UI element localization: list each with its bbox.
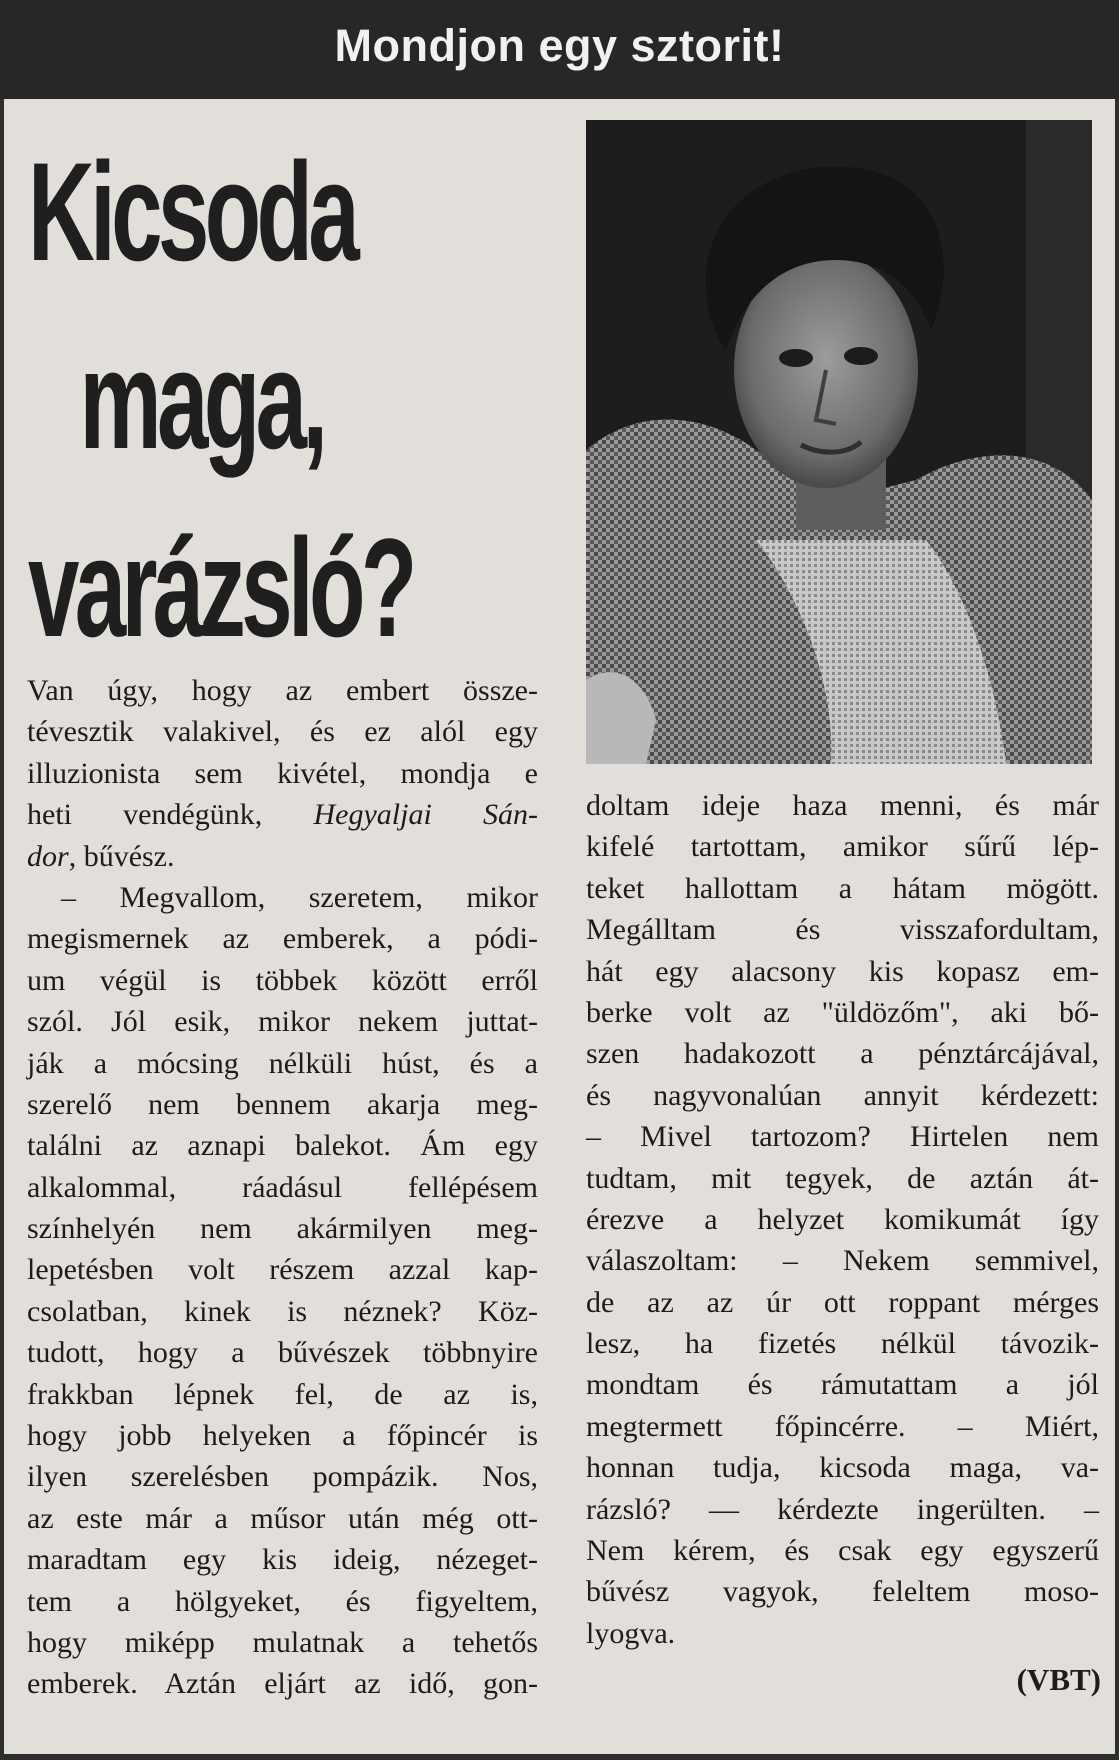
text-line: válaszoltam: – Nekem semmivel, xyxy=(586,1244,1099,1278)
text-line: alkalommal, ráadásul fellépésem xyxy=(27,1170,538,1204)
text-line: érezve a helyzet komikumát így xyxy=(586,1202,1099,1236)
text-line: Nem kérem, és csak egy egyszerű xyxy=(586,1534,1099,1568)
text-line: lepetésben volt részem azzal kap- xyxy=(27,1253,538,1287)
text-line: lesz, ha fizetés nélkül távozik- xyxy=(586,1327,1099,1361)
text-line: Megálltam és visszafordultam, xyxy=(586,913,1099,947)
text-line: de az az úr ott roppant mérges xyxy=(586,1285,1099,1319)
text-line: találni az aznapi balekot. Ám egy xyxy=(27,1129,538,1163)
article-column-left xyxy=(27,670,538,1705)
text-line: doltam ideje haza menni, és már xyxy=(586,789,1099,822)
portrait-photo xyxy=(586,120,1092,764)
text-line: tévesztik valakivel, és ez alól egy xyxy=(27,715,538,749)
text-line: maradtam egy kis ideig, nézeget- xyxy=(27,1543,538,1577)
text-line: – Megvallom, szeretem, mikor xyxy=(61,880,538,914)
text-line: ilyen szerelésben pompázik. Nos, xyxy=(27,1460,538,1494)
author-signature: (VBT) xyxy=(1016,1662,1101,1697)
text-line: illuzionista sem kivétel, mondja e xyxy=(27,756,538,790)
headline-line-2: maga, xyxy=(79,321,324,478)
frame-bottom-border xyxy=(0,1754,1119,1760)
text-line: frakkban lépnek fel, de az is, xyxy=(27,1377,538,1411)
text-line: megismernek az emberek, a pódi- xyxy=(27,922,538,956)
text-line: berke volt az "üldözőm", aki bő- xyxy=(586,995,1099,1029)
text-line: az este már a műsor után még ott- xyxy=(27,1501,538,1535)
text-line: lyogva. xyxy=(586,1616,676,1650)
text-line: Van úgy, hogy az embert össze- xyxy=(27,674,538,707)
frame-right-border xyxy=(1115,99,1119,1760)
text-line: teket hallottam a hátam mögött. xyxy=(586,871,1099,905)
text-line: mondtam és rámutattam a jól xyxy=(586,1368,1099,1402)
text-line: tem a hölgyeket, és figyeltem, xyxy=(27,1584,538,1618)
text-line: hát egy alacsony kis kopasz em- xyxy=(586,954,1099,988)
text-line: szen hadakozott a pénztárcájával, xyxy=(586,1037,1099,1071)
text-line: és nagyvonalúan annyit kérdezett: xyxy=(586,1078,1099,1112)
text-line: hogy miképp mulatnak a tehetős xyxy=(27,1625,538,1659)
headline xyxy=(28,118,413,682)
column-title: Mondjon egy sztorit! xyxy=(334,20,785,71)
portrait-illustration xyxy=(586,120,1092,764)
text-line: – Mivel tartozom? Hirtelen nem xyxy=(586,1120,1099,1154)
text-line: szól. Jól esik, mikor nekem juttat- xyxy=(27,1005,538,1039)
frame-left-border xyxy=(0,99,4,1760)
text-line: heti vendégünk, Hegyaljai Sán- xyxy=(27,798,538,832)
text-line: szerelő nem bennem akarja meg- xyxy=(27,1087,538,1121)
text-line: bűvész vagyok, feleltem moso- xyxy=(586,1575,1099,1609)
text-line: kifelé tartottam, amikor sűrű lép- xyxy=(586,830,1099,864)
text-line: honnan tudja, kicsoda maga, va- xyxy=(586,1451,1099,1485)
text-line: tudtam, mit tegyek, de aztán át- xyxy=(586,1161,1099,1195)
text-line: tudott, hogy a bűvészek többnyire xyxy=(27,1336,538,1370)
headline-line-3: varázsló? xyxy=(28,509,413,666)
text-line: megtermett főpincérre. – Miért, xyxy=(586,1409,1099,1443)
text-line: dor, bűvész. xyxy=(27,839,175,873)
article-column-right xyxy=(586,785,1099,1654)
headline-line-1: Kicsoda xyxy=(28,133,356,290)
text-line: ják a mócsing nélküli húst, és a xyxy=(27,1046,538,1080)
text-line: rázsló? — kérdezte ingerülten. – xyxy=(586,1492,1099,1526)
text-line: színhelyén nem akármilyen meg- xyxy=(27,1212,538,1246)
text-line: hogy jobb helyeken a főpincér is xyxy=(27,1419,538,1453)
text-line: emberek. Aztán eljárt az idő, gon- xyxy=(27,1667,538,1701)
text-line: um végül is többek között erről xyxy=(27,963,538,997)
text-line: csolatban, kinek is néznek? Köz- xyxy=(27,1294,538,1328)
